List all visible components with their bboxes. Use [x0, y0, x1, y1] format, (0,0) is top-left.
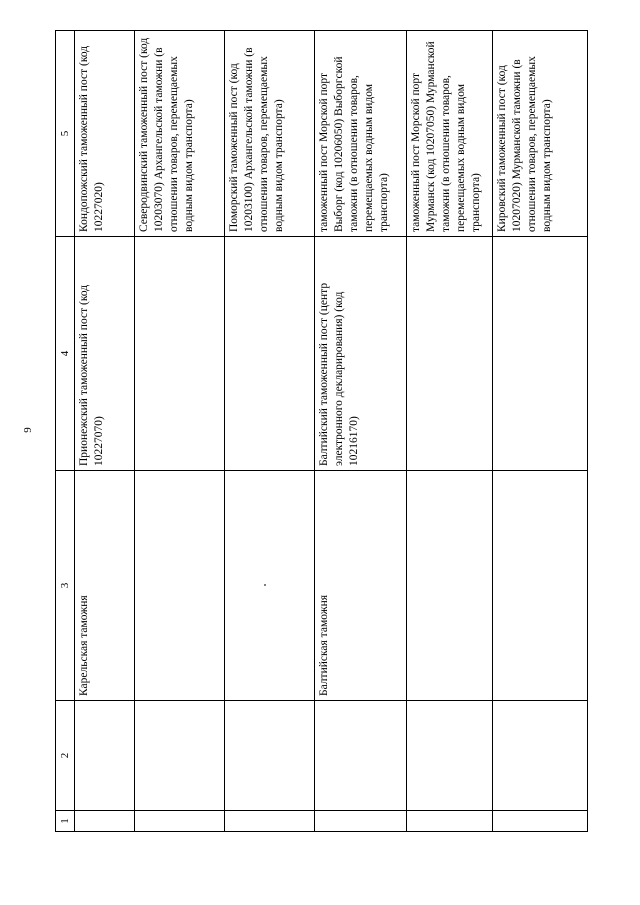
col-header-2: 2: [56, 701, 75, 811]
row-num-cell: [75, 811, 135, 832]
customs-name-empty: [407, 471, 493, 701]
row-num-cell: [315, 811, 407, 832]
region-cell: [407, 701, 493, 811]
row-num-cell: [135, 811, 225, 832]
customs-post-empty: [407, 237, 493, 471]
customs-post-empty: [225, 237, 315, 471]
customs-name-empty: [493, 471, 588, 701]
customs-name: Карельская таможня: [75, 471, 135, 701]
col-header-4: 4: [56, 237, 75, 471]
customs-name-empty: [225, 471, 315, 701]
region-cell: [493, 701, 588, 811]
target-post: Поморский таможенный пост (код 10203100) Архангельской таможни (в отношении товаров, перемещаемых водным видом транспорта): [225, 31, 315, 237]
region-cell: [135, 701, 225, 811]
col-header-1: 1: [56, 811, 75, 832]
customs-table: [55, 30, 588, 832]
target-post: таможенный пост Морской порт Выборг (код 10206050) Выборгской таможни (в отношении товаров, перемещаемых водным видом транспорта): [315, 31, 407, 237]
col-header-5: 5: [56, 31, 75, 237]
region-cell: [225, 701, 315, 811]
table-row: [225, 31, 315, 832]
target-post: Северодвинский таможенный пост (код 10203070) Архангельской таможни (в отношении товаров, перемещаемых водным видом транспорта): [135, 31, 225, 237]
customs-post: Балтийский таможенный пост (центр электронного декларирования) (код 10216170): [315, 237, 407, 471]
table-row: [315, 31, 407, 832]
customs-name-empty: [135, 471, 225, 701]
row-num-cell: [493, 811, 588, 832]
region-cell: [75, 701, 135, 811]
header-row: [56, 31, 75, 832]
target-post: Кировский таможенный пост (код 10207020) Мурманской таможни (в отношении товаров, перемещаемых водным видом транспорта): [493, 31, 588, 237]
table-row: [493, 31, 588, 832]
customs-post-empty: [493, 237, 588, 471]
table-row: [135, 31, 225, 832]
customs-table-container: [55, 31, 586, 832]
target-post: таможенный пост Морской порт Мурманск (код 10207050) Мурманской таможни (в отношении товаров, перемещаемых водным видом транспорта): [407, 31, 493, 237]
row-num-cell: [225, 811, 315, 832]
customs-name: Балтийская таможня: [315, 471, 407, 701]
table-row: [407, 31, 493, 832]
customs-post-empty: [135, 237, 225, 471]
target-post: Кондопожский таможенный пост (код 10227020): [75, 31, 135, 237]
table-row: [75, 31, 135, 832]
customs-post: Прионежский таможенный пост (код 10227070): [75, 237, 135, 471]
col-header-3: 3: [56, 471, 75, 701]
row-num-cell: [407, 811, 493, 832]
region-cell: [315, 701, 407, 811]
page-number: 9: [22, 427, 34, 433]
